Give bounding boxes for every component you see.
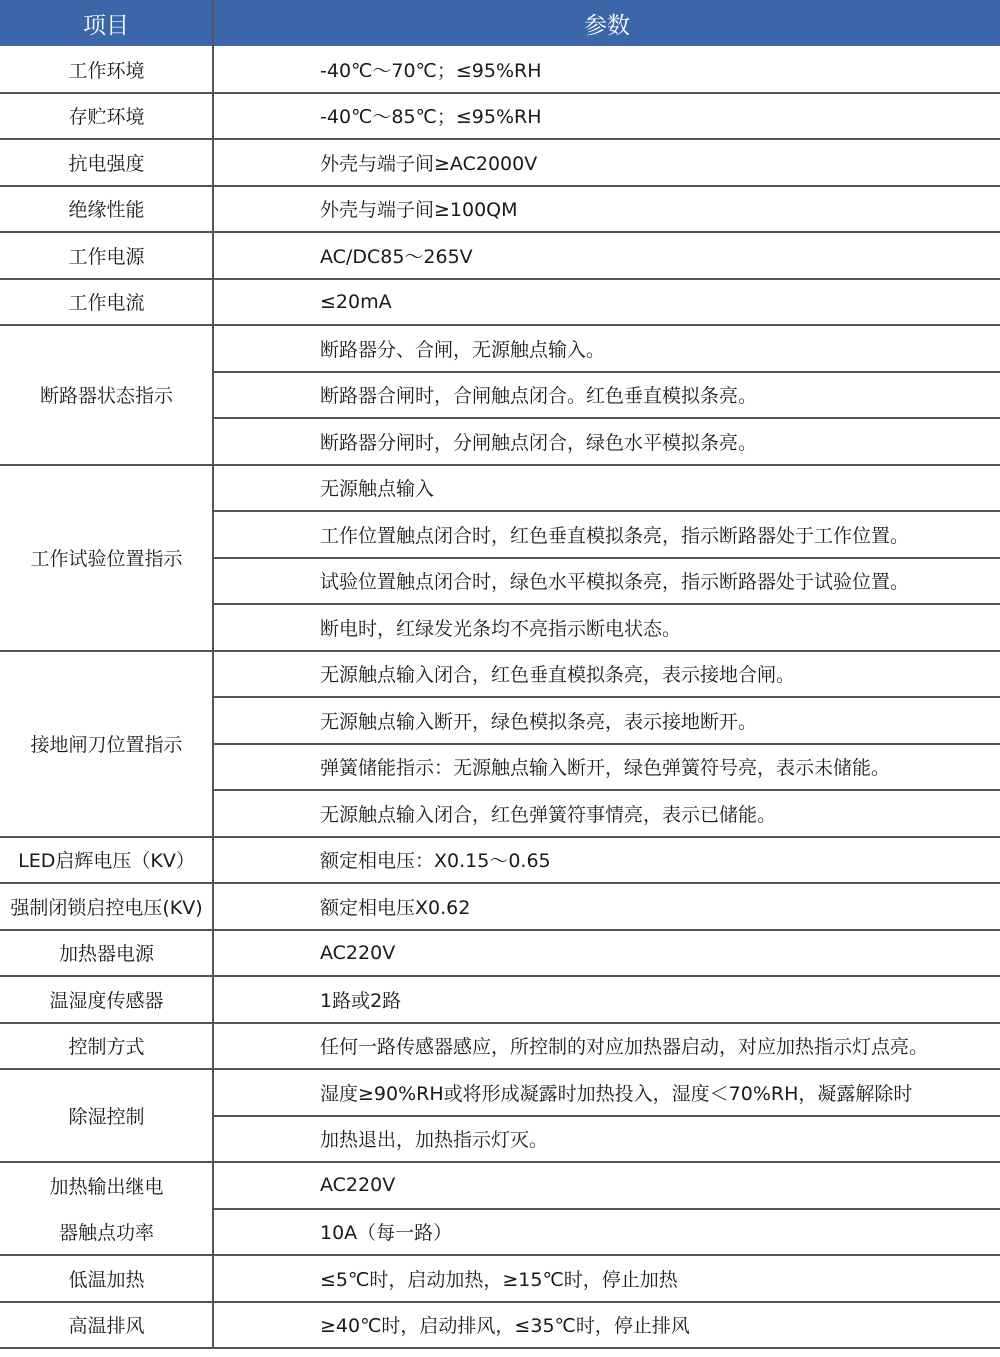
row-divider (0, 1347, 1000, 1349)
cell-divider (213, 603, 1000, 605)
row-param-value: 断路器分闸时，分闸触点闭合，绿色水平模拟条亮。 (320, 431, 758, 454)
row-item-label: 工作环境 (68, 59, 145, 82)
row-item-label: 强制闭锁启控电压(KV) (10, 896, 203, 919)
row-param-value: 弹簧储能指示：无源触点输入断开，绿色弹簧符号亮，表示未储能。 (320, 757, 891, 780)
row-item-label: 绝缘性能 (68, 199, 145, 222)
row-item-label: 工作试验位置指示 (30, 548, 183, 570)
row-item-label: 加热器电源 (58, 943, 154, 966)
row-item-label: 高温排风 (68, 1315, 145, 1338)
row-item-label: 抗电强度 (68, 152, 145, 175)
row-param-value: 断电时，红绿发光条均不亮指示断电状态。 (320, 617, 682, 640)
cell-divider (213, 371, 1000, 373)
row-item-label: 接地闸刀位置指示 (30, 734, 183, 756)
cell-divider (213, 417, 1000, 419)
row-item-label: 工作电源 (68, 245, 145, 268)
row-param-value: 无源触点输入闭合，红色弹簧符事情亮，表示已储能。 (320, 803, 777, 826)
row-param-value: 额定相电压X0.62 (320, 896, 471, 919)
cell-divider (213, 696, 1000, 698)
row-param-value: AC/DC85～265V (320, 245, 473, 268)
row-param-value: AC220V (320, 941, 396, 964)
row-param-value: 无源触点输入闭合，红色垂直模拟条亮，表示接地合闸。 (320, 664, 796, 687)
row-item-label: 加热输出继电 (49, 1175, 164, 1198)
row-param-value: ≥40℃时，启动排风，≤35℃时，停止排风 (320, 1315, 690, 1338)
row-param-value: 1路或2路 (320, 989, 402, 1012)
column-divider (212, 0, 214, 1348)
cell-divider (213, 1208, 1000, 1210)
row-param-value: 无源触点输入断开，绿色模拟条亮，表示接地断开。 (320, 710, 758, 733)
row-item-label: 温湿度传感器 (49, 989, 164, 1012)
row-param-value: 断路器合闸时，合闸触点闭合。红色垂直模拟条亮。 (320, 385, 758, 408)
row-param-value: 试验位置触点闭合时，绿色水平模拟条亮，指示断路器处于试验位置。 (320, 571, 910, 594)
row-param-value: 湿度≥90%RH或将形成凝露时加热投入，湿度＜70%RH，凝露解除时 (320, 1082, 913, 1105)
row-param-value: 工作位置触点闭合时，红色垂直模拟条亮，指示断路器处于工作位置。 (320, 524, 910, 547)
row-param-value: ≤5℃时，启动加热，≥15℃时，停止加热 (320, 1268, 678, 1291)
header-param: 参数 (214, 0, 1000, 46)
cell-divider (213, 789, 1000, 791)
row-item-label: 控制方式 (68, 1036, 145, 1059)
row-param-value: 10A（每一路） (320, 1222, 453, 1245)
row-item-label: 器触点功率 (58, 1222, 154, 1245)
row-param-value: 额定相电压：X0.15～0.65 (320, 850, 551, 873)
cell-divider (213, 557, 1000, 559)
row-item-label: LED启辉电压（KV） (18, 850, 195, 873)
row-item-label: 除湿控制 (68, 1106, 145, 1128)
row-param-value: 加热退出，加热指示灯灭。 (320, 1129, 549, 1152)
cell-divider (213, 510, 1000, 512)
header-item: 项目 (0, 0, 212, 46)
row-item-label: 存贮环境 (68, 106, 145, 129)
cell-divider (213, 743, 1000, 745)
cell-divider (213, 1115, 1000, 1117)
row-param-value: -40℃～85℃；≤95%RH (320, 106, 542, 129)
row-param-value: ≤20mA (320, 290, 392, 313)
row-param-value: 外壳与端子间≥AC2000V (320, 152, 538, 175)
row-param-value: -40℃～70℃；≤95%RH (320, 59, 542, 82)
row-param-value: AC220V (320, 1174, 396, 1197)
row-param-value: 任何一路传感器感应，所控制的对应加热器启动，对应加热指示灯点亮。 (320, 1036, 929, 1059)
row-item-label: 低温加热 (68, 1268, 145, 1291)
row-param-value: 外壳与端子间≥100QM (320, 199, 518, 222)
row-param-value: 无源触点输入 (320, 478, 435, 501)
row-item-label: 断路器状态指示 (39, 385, 173, 408)
row-item-label: 工作电流 (68, 292, 145, 315)
row-param-value: 断路器分、合闸，无源触点输入。 (320, 338, 606, 361)
